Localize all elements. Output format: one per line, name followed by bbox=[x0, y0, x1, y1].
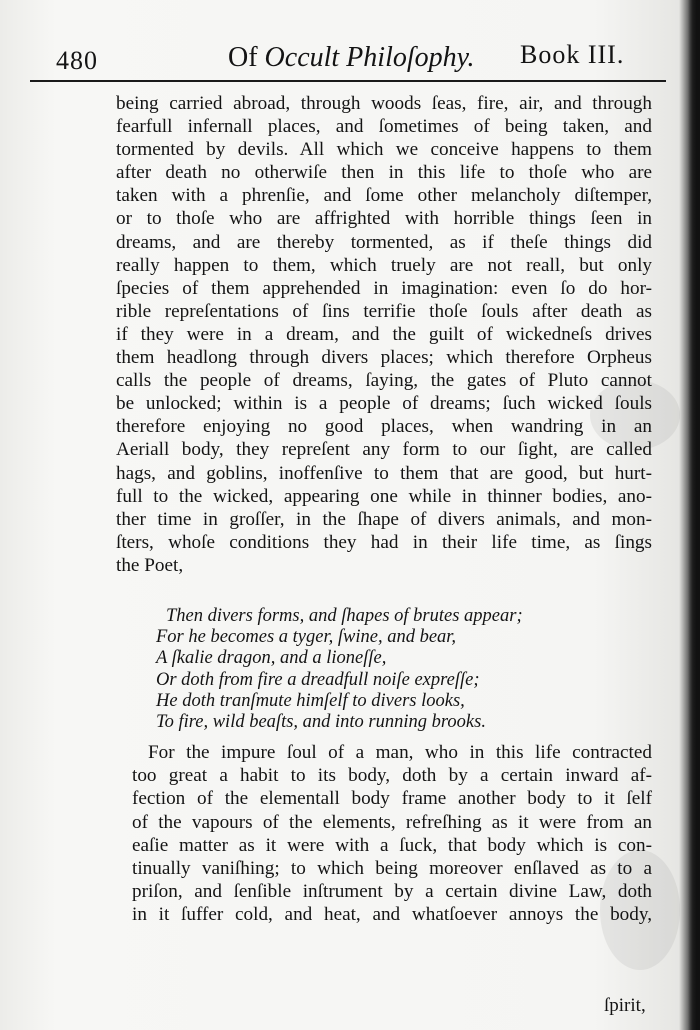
catchword: ſpirit, bbox=[604, 995, 646, 1016]
text-line: ſters, whoſe conditions they had in their life time, as ſings bbox=[116, 531, 652, 553]
text-line: eaſie matter as it were with a ſuck, that body which is con- bbox=[132, 834, 652, 856]
text-line: ſpecies of them apprehended in imagination: even ſo do hor- bbox=[116, 277, 652, 299]
running-title bbox=[228, 42, 475, 74]
text-line: being carried abroad, through woods ſeas, fire, air, and through bbox=[116, 93, 652, 114]
text-line: tormented by devils. All which we conceive happens to them bbox=[116, 139, 652, 161]
running-title-prefix: Of bbox=[228, 42, 258, 73]
text-line: ther time in groſſer, in the ſhape of divers animals, and mon- bbox=[116, 508, 652, 530]
book-label: Book III. bbox=[520, 40, 625, 69]
verse-line: For he becomes a tyger, ſwine, and bear, bbox=[156, 627, 457, 648]
text-line: in it ſuffer cold, and heat, and whatſoever annoys the body, bbox=[132, 904, 652, 926]
page-edge-shadow bbox=[688, 0, 700, 1030]
text-line: of the vapours of the elements, refreſhing as it were from an bbox=[132, 811, 652, 833]
text-line: dreams, and are thereby tormented, as if theſe things did bbox=[116, 231, 652, 253]
second-paragraph bbox=[132, 741, 652, 927]
verse-line: He doth tranſmute himſelf to divers looks, bbox=[156, 690, 465, 711]
header-rule bbox=[30, 80, 666, 82]
verse-line: Or doth from fire a dreadfull noiſe expreſſe; bbox=[156, 669, 480, 690]
page-number: 480 bbox=[56, 46, 98, 75]
text-line: calls the people of dreams, ſaying, the gates of Pluto cannot bbox=[116, 370, 652, 392]
text-line: tinually vaniſhing; to which being moreover enſlaved as to a bbox=[132, 858, 652, 880]
text-line: be unlocked; within is a people of dreams; ſuch wicked ſouls bbox=[116, 393, 652, 415]
verse-line: To fire, wild beaſts, and into running brooks. bbox=[156, 712, 486, 733]
text-line: For the impure ſoul of a man, who in this life contracted bbox=[148, 742, 652, 763]
text-line: priſon, and ſenſible inſtrument by a certain divine Law, doth bbox=[132, 881, 652, 903]
verse-line: Then divers forms, and ſhapes of brutes appear; bbox=[166, 606, 523, 626]
page-header bbox=[32, 34, 662, 74]
text-line: if they were in a dream, and the guilt of wickedneſs drives bbox=[116, 323, 652, 345]
verse-line: A ſkalie dragon, and a lioneſſe, bbox=[156, 648, 387, 669]
text-line: full to the wicked, appearing one while in thinner bodies, ano- bbox=[116, 485, 652, 507]
verse-quotation bbox=[156, 606, 586, 733]
text-line: rible repreſentations of ſins terrifie thoſe ſouls after death as bbox=[116, 300, 652, 322]
text-line: them headlong through divers places; which therefore Orpheus bbox=[116, 347, 652, 369]
text-line: fection of the elementall body frame another body to it ſelf bbox=[132, 788, 652, 810]
main-paragraph bbox=[116, 92, 652, 577]
running-title-italic: Occult Philoſophy. bbox=[264, 42, 475, 73]
text-line: Aeriall body, they repreſent any form to our ſight, are called bbox=[116, 439, 652, 461]
text-line: fearfull infernall places, and ſometimes of being taken, and bbox=[116, 116, 652, 138]
text-line: really happen to them, which truely are not reall, but only bbox=[116, 254, 652, 276]
text-line: or to thoſe who are affrighted with horrible things ſeen in bbox=[116, 208, 652, 230]
text-line: the Poet, bbox=[116, 554, 184, 576]
text-line: after death no otherwiſe then in this life to thoſe who are bbox=[116, 162, 652, 184]
text-line: taken with a phrenſie, and ſome other melancholy diſtemper, bbox=[116, 185, 652, 207]
text-line: therefore enjoying no good places, when wandring in an bbox=[116, 416, 652, 438]
text-line: hags, and goblins, inoffenſive to them that are good, but hurt- bbox=[116, 462, 652, 484]
text-line: too great a habit to its body, doth by a certain inward af- bbox=[132, 765, 652, 787]
